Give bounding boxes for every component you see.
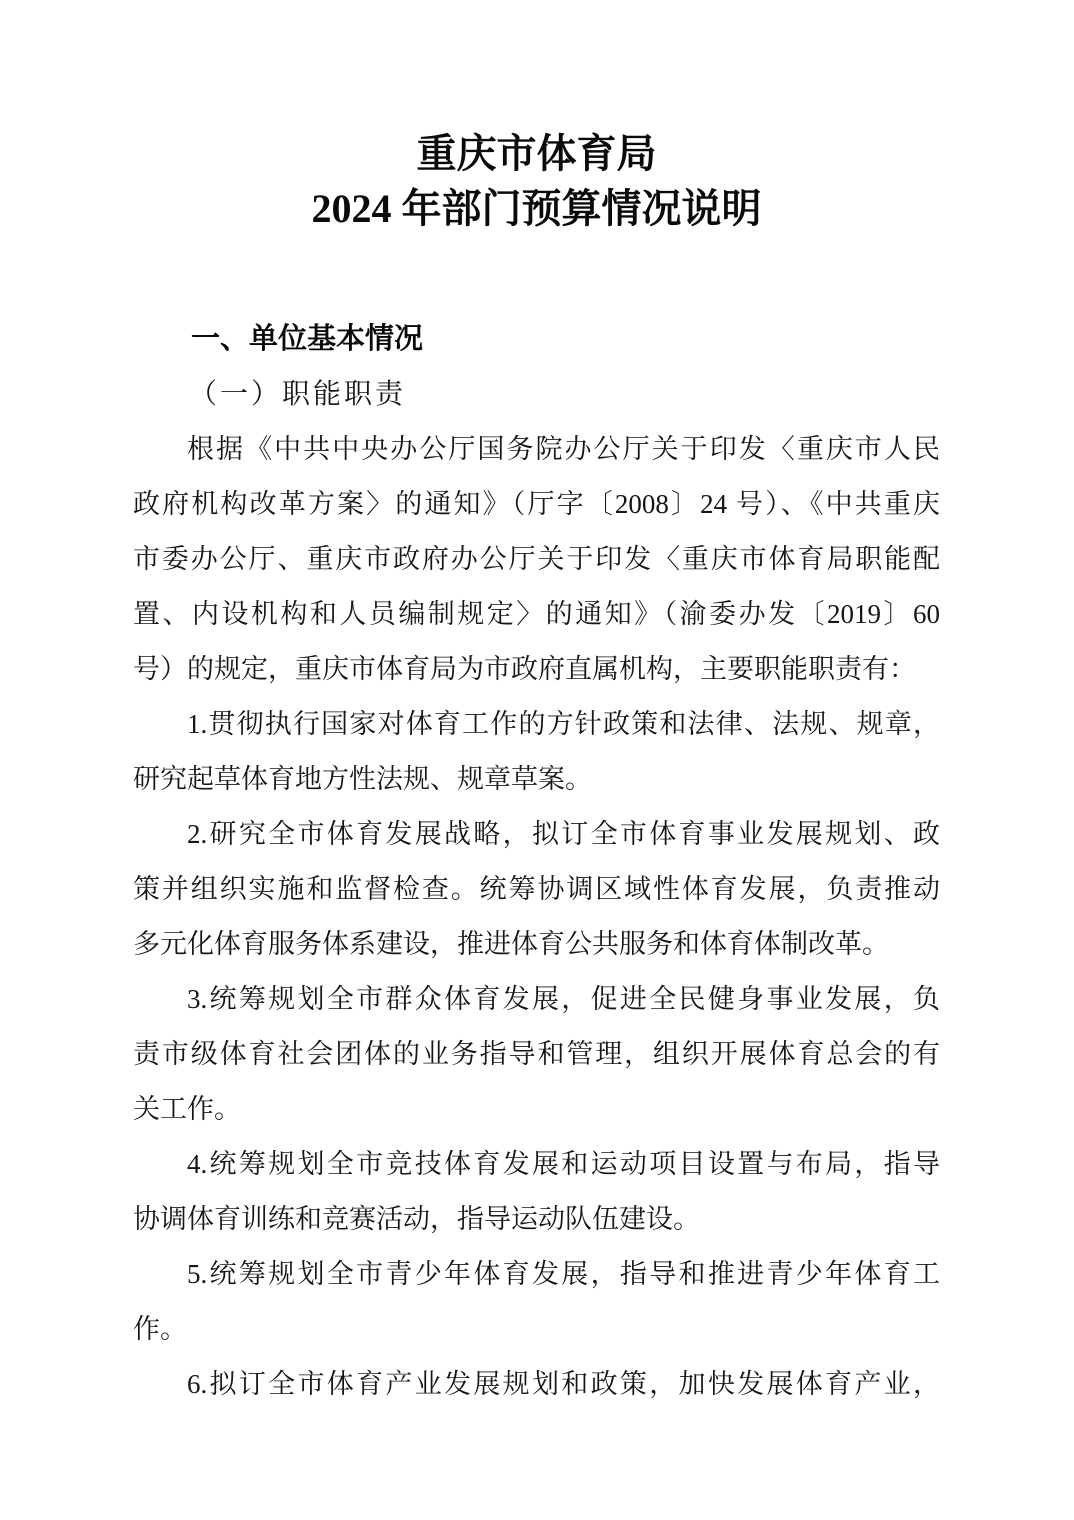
body-line: 4.统筹规划全市竞技体育发展和运动项目设置与布局，指导 [187, 1149, 940, 1179]
document-subtitle: 2024 年部门预算情况说明 [311, 186, 762, 231]
body-line: 6.拟订全市体育产业发展规划和政策，加快发展体育产业， [187, 1369, 940, 1399]
body-line: 号）的规定，重庆市体育局为市政府直属机构，主要职能职责有： [133, 654, 916, 684]
body-line: 作。 [133, 1314, 187, 1344]
body-line: 市委办公厅、重庆市政府办公厅关于印发〈重庆市体育局职能配 [133, 544, 940, 574]
body-line: 策并组织实施和监督检查。统筹协调区域性体育发展，负责推动 [133, 874, 940, 904]
body-line: 关工作。 [133, 1094, 241, 1124]
body-line: 3.统筹规划全市群众体育发展，促进全民健身事业发展，负 [187, 984, 940, 1014]
body-line: 多元化体育服务体系建设，推进体育公共服务和体育体制改革。 [133, 929, 889, 959]
body-line: 根据《中共中央办公厅国务院办公厅关于印发〈重庆市人民 [187, 434, 940, 464]
subsection-heading: （一）职能职责 [189, 379, 407, 410]
body-line: 置、内设机构和人员编制规定〉的通知》（渝委办发〔2019〕60 [133, 599, 940, 629]
body-line: 5.统筹规划全市青少年体育发展，指导和推进青少年体育工 [187, 1259, 940, 1289]
body-line: 政府机构改革方案〉的通知》（厅字〔2008〕24 号）、《中共重庆 [133, 489, 940, 519]
body-line: 研究起草体育地方性法规、规章草案。 [133, 764, 592, 794]
body-line: 责市级体育社会团体的业务指导和管理，组织开展体育总会的有 [133, 1039, 940, 1069]
body-line: 协调体育训练和竞赛活动，指导运动队伍建设。 [133, 1204, 700, 1234]
body-line: 1.贯彻执行国家对体育工作的方针政策和法律、法规、规章， [187, 709, 940, 739]
body-line: 2.研究全市体育发展战略，拟订全市体育事业发展规划、政 [187, 819, 940, 849]
body-text [133, 422, 940, 1412]
section-heading: 一、单位基本情况 [191, 323, 424, 355]
document-title: 重庆市体育局 [416, 131, 657, 176]
